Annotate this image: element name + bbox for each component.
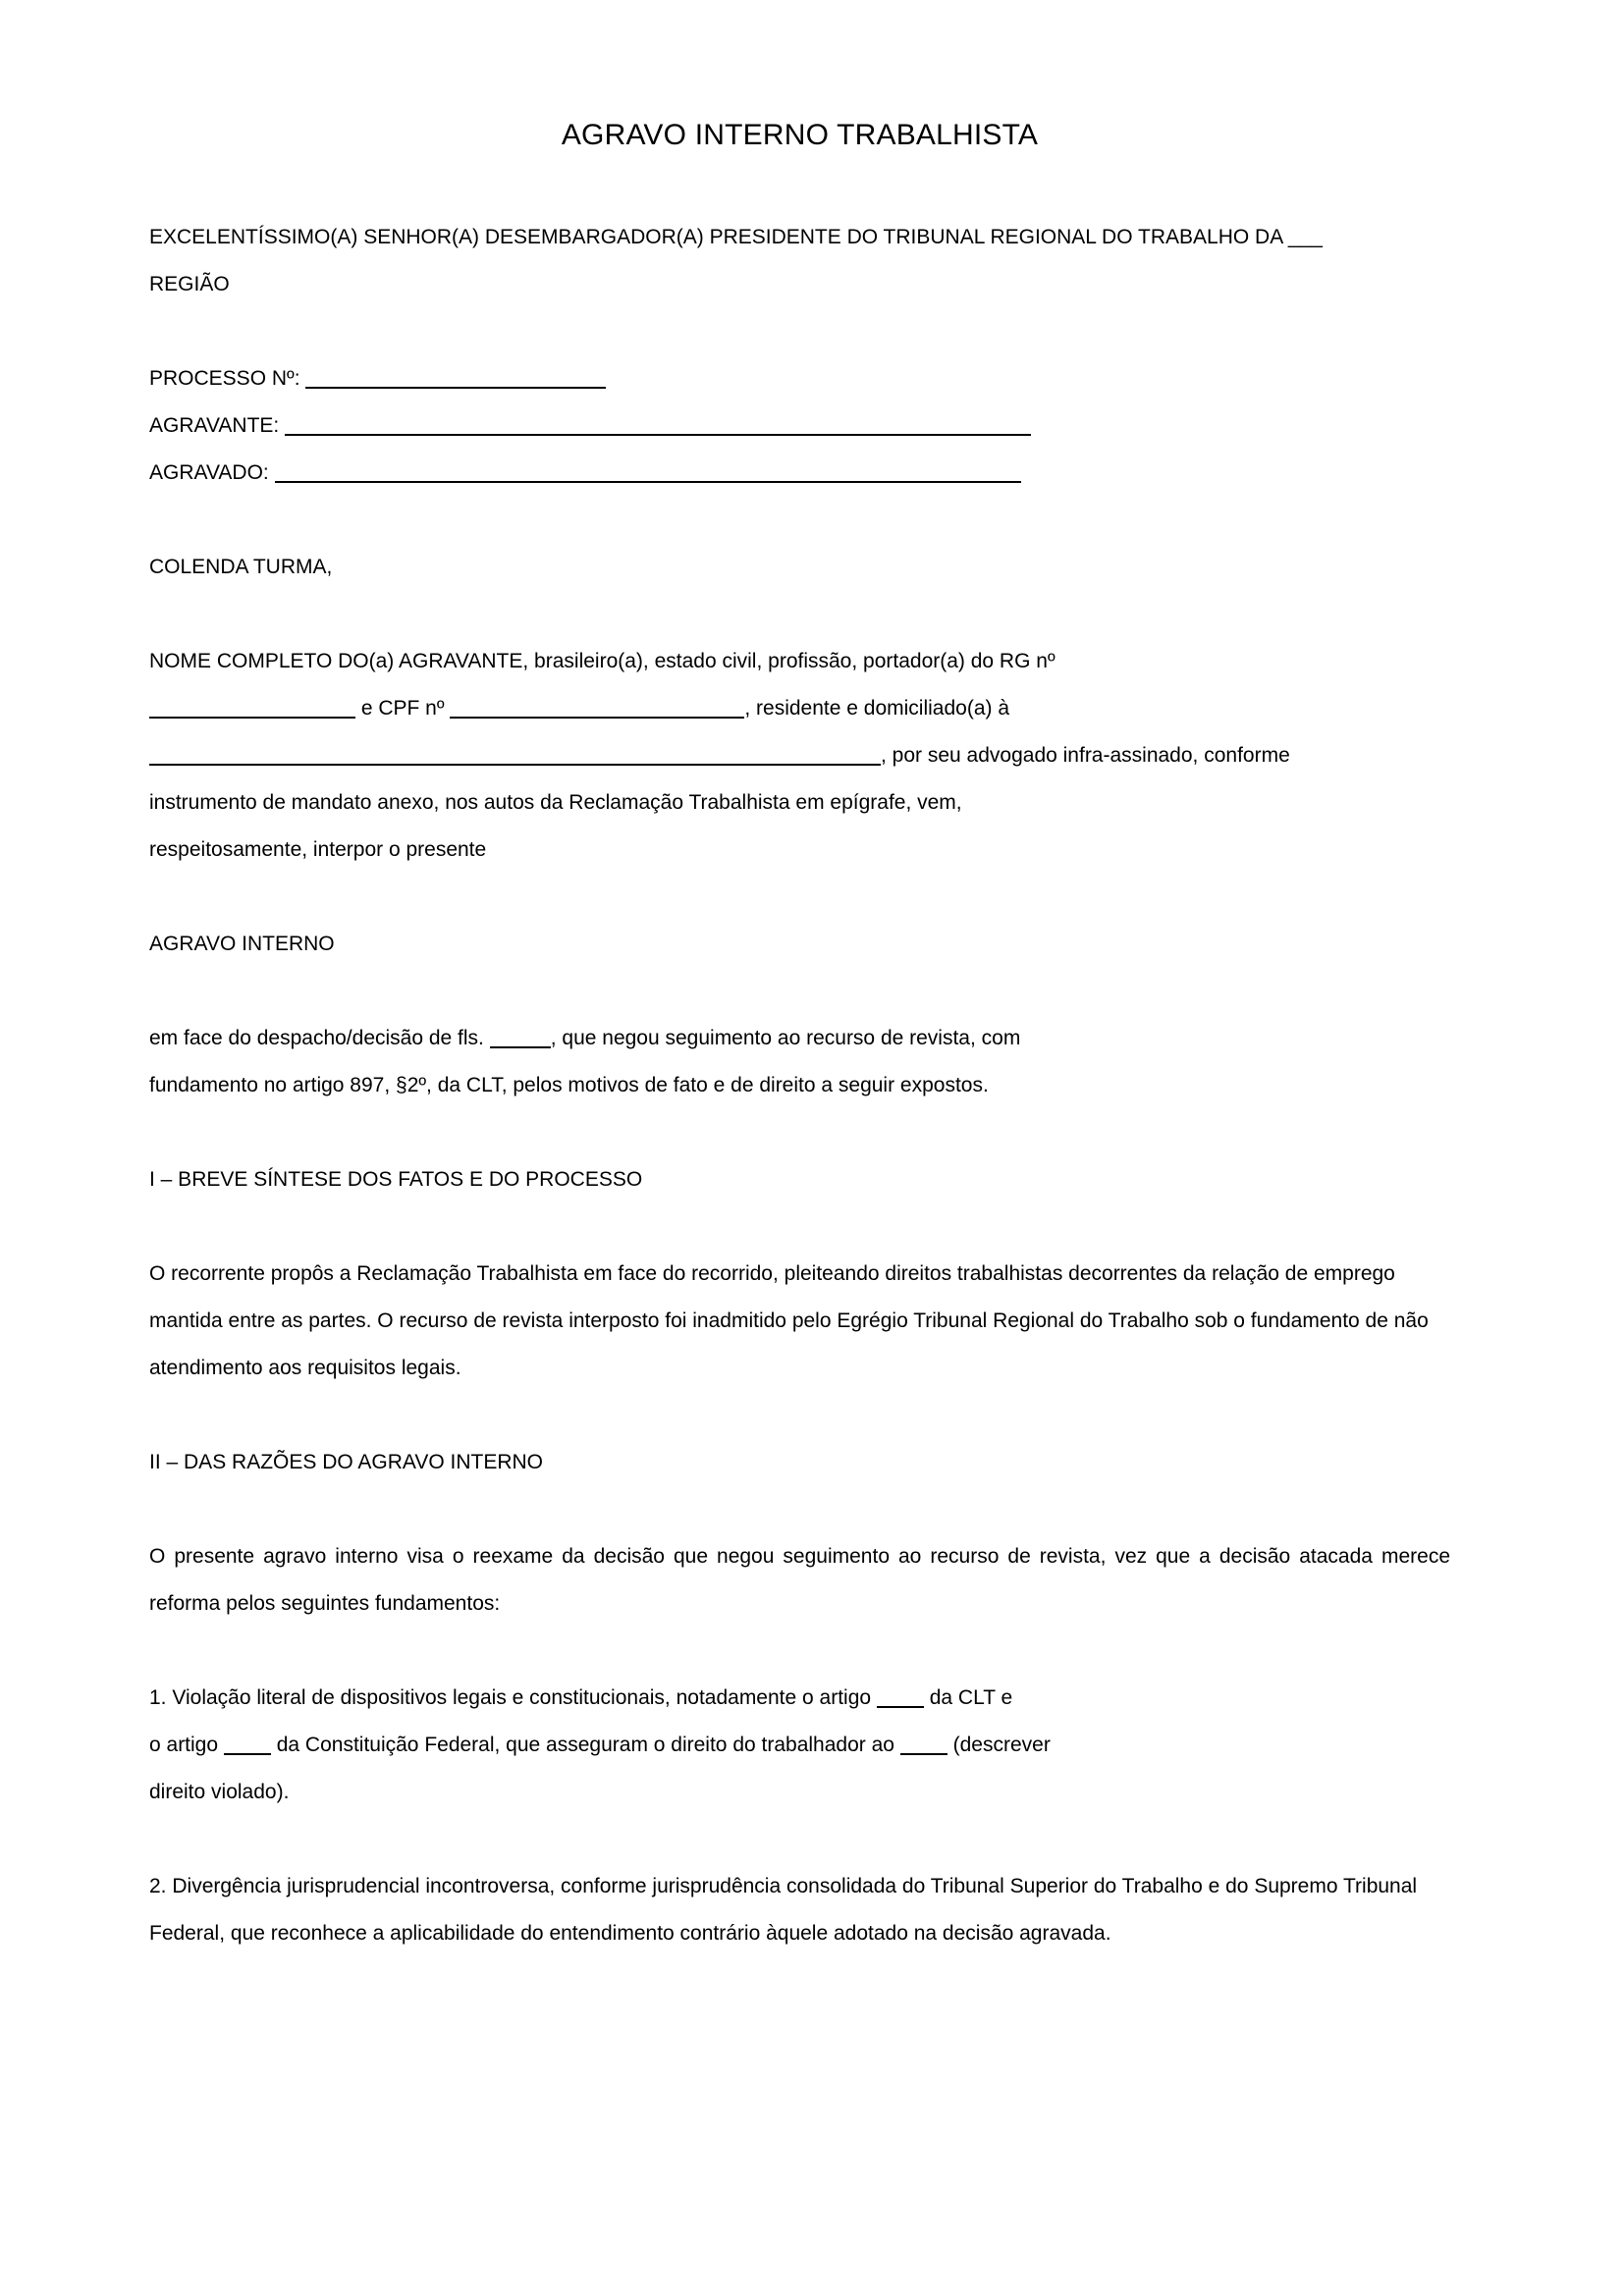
agravado-blank-line[interactable] <box>275 481 1021 483</box>
spacer <box>149 1109 1450 1156</box>
qualification-line-5: respeitosamente, interpor o presente <box>149 838 487 861</box>
spacer <box>149 497 1450 544</box>
address-blank-line[interactable] <box>149 764 881 766</box>
field-agravante-label: AGRAVANTE: <box>149 414 286 437</box>
spacer <box>149 968 1450 1015</box>
spacer <box>149 155 1450 214</box>
field-processo <box>149 355 1450 402</box>
spacer <box>149 1816 1450 1863</box>
field-agravado-label: AGRAVADO: <box>149 461 275 484</box>
section-heading-ii: II – DAS RAZÕES DO AGRAVO INTERNO <box>149 1451 544 1473</box>
section-ii-intro: O presente agravo interno visa o reexame da decisão que negou seguimento ao recurso de revista, vez que a decisão atacada merece reforma pelos seguintes fundamentos: <box>149 1545 1456 1615</box>
item-1-text-b: da CLT e <box>923 1686 1013 1709</box>
ground-text-before-blank: em face do despacho/decisão de fls. <box>149 1027 490 1049</box>
ground-line-1 <box>149 1015 1450 1062</box>
direito-blank-line[interactable] <box>900 1753 947 1755</box>
field-processo-label: PROCESSO Nº: <box>149 367 306 390</box>
spacer <box>149 591 1450 638</box>
salutation: COLENDA TURMA, <box>149 556 333 578</box>
document-body <box>149 0 1456 1957</box>
field-agravado <box>149 450 1450 497</box>
item-2-number: 2. <box>149 1875 173 1897</box>
rg-blank-line[interactable] <box>149 717 355 719</box>
ground-text-after-blank: , que negou seguimento ao recurso de revista, com <box>550 1027 1021 1049</box>
list-item-continuation: direito violado). <box>149 1781 290 1803</box>
spacer <box>149 1628 1450 1675</box>
ground-line-2: fundamento no artigo 897, §2º, da CLT, pelos motivos de fato e de direito a seguir expostos. <box>149 1074 989 1096</box>
item-1-text-d: da Constituição Federal, que asseguram o direito do trabalhador ao <box>270 1734 900 1756</box>
qualification-attorney-text: , por seu advogado infra-assinado, conforme <box>881 744 1290 767</box>
item-1-text-a: Violação literal de dispositivos legais e constitucionais, notadamente o artigo <box>172 1686 877 1709</box>
recurso-name: AGRAVO INTERNO <box>149 933 335 955</box>
qualification-line-3 <box>149 732 1450 779</box>
item-2-text: Divergência jurisprudencial incontroversa, conforme jurisprudência consolidada do Tribunal Superior do Trabalho e do Supremo Tribunal Federal, que reconhece a aplicabilidade do entendimento contrário àquele adotado na decisão agravada. <box>149 1875 1423 1945</box>
fls-blank-line[interactable] <box>490 1046 551 1048</box>
qualification-line-2 <box>149 685 1450 732</box>
addressee-line-1: EXCELENTÍSSIMO(A) SENHOR(A) DESEMBARGADOR(A) PRESIDENTE DO TRIBUNAL REGIONAL DO TRABALHO DA ___ <box>149 226 1323 248</box>
section-i-paragraph: O recorrente propôs a Reclamação Trabalhista em face do recorrido, pleiteando direitos trabalhistas decorrentes da relação de emprego mantida entre as partes. O recurso de revista interposto foi inadmitido pelo Egrégio Tribunal Regional do Trabalho sob o fundamento de não atendimento aos requisitos legais. <box>149 1262 1435 1379</box>
list-item-continuation <box>149 1722 1450 1769</box>
spacer <box>149 1203 1450 1251</box>
qualification-cpf-label: e CPF nº <box>355 697 451 720</box>
item-1-text-e: (descrever <box>947 1734 1051 1756</box>
spacer <box>149 1392 1450 1439</box>
artigo-clt-blank-line[interactable] <box>877 1706 924 1708</box>
list-item <box>149 1863 1450 1957</box>
item-1-text-c: o artigo <box>149 1734 224 1756</box>
page-title: AGRAVO INTERNO TRABALHISTA <box>561 119 1039 151</box>
cpf-blank-line[interactable] <box>450 717 744 719</box>
field-agravante <box>149 402 1450 450</box>
addressee-line-2: REGIÃO <box>149 273 230 295</box>
item-1-number: 1. <box>149 1686 173 1709</box>
artigo-cf-blank-line[interactable] <box>224 1753 271 1755</box>
spacer <box>149 1486 1450 1533</box>
qualification-residence-label: , residente e domiciliado(a) à <box>744 697 1010 720</box>
spacer <box>149 308 1450 355</box>
processo-blank-line[interactable] <box>305 387 606 389</box>
agravante-blank-line[interactable] <box>285 434 1031 436</box>
section-heading-i: I – BREVE SÍNTESE DOS FATOS E DO PROCESSO <box>149 1168 643 1191</box>
spacer <box>149 874 1450 921</box>
list-item <box>149 1675 1450 1722</box>
qualification-line-1: NOME COMPLETO DO(a) AGRAVANTE, brasileiro(a), estado civil, profissão, portador(a) do RG nº <box>149 650 1056 672</box>
qualification-line-4: instrumento de mandato anexo, nos autos da Reclamação Trabalhista em epígrafe, vem, <box>149 791 962 814</box>
